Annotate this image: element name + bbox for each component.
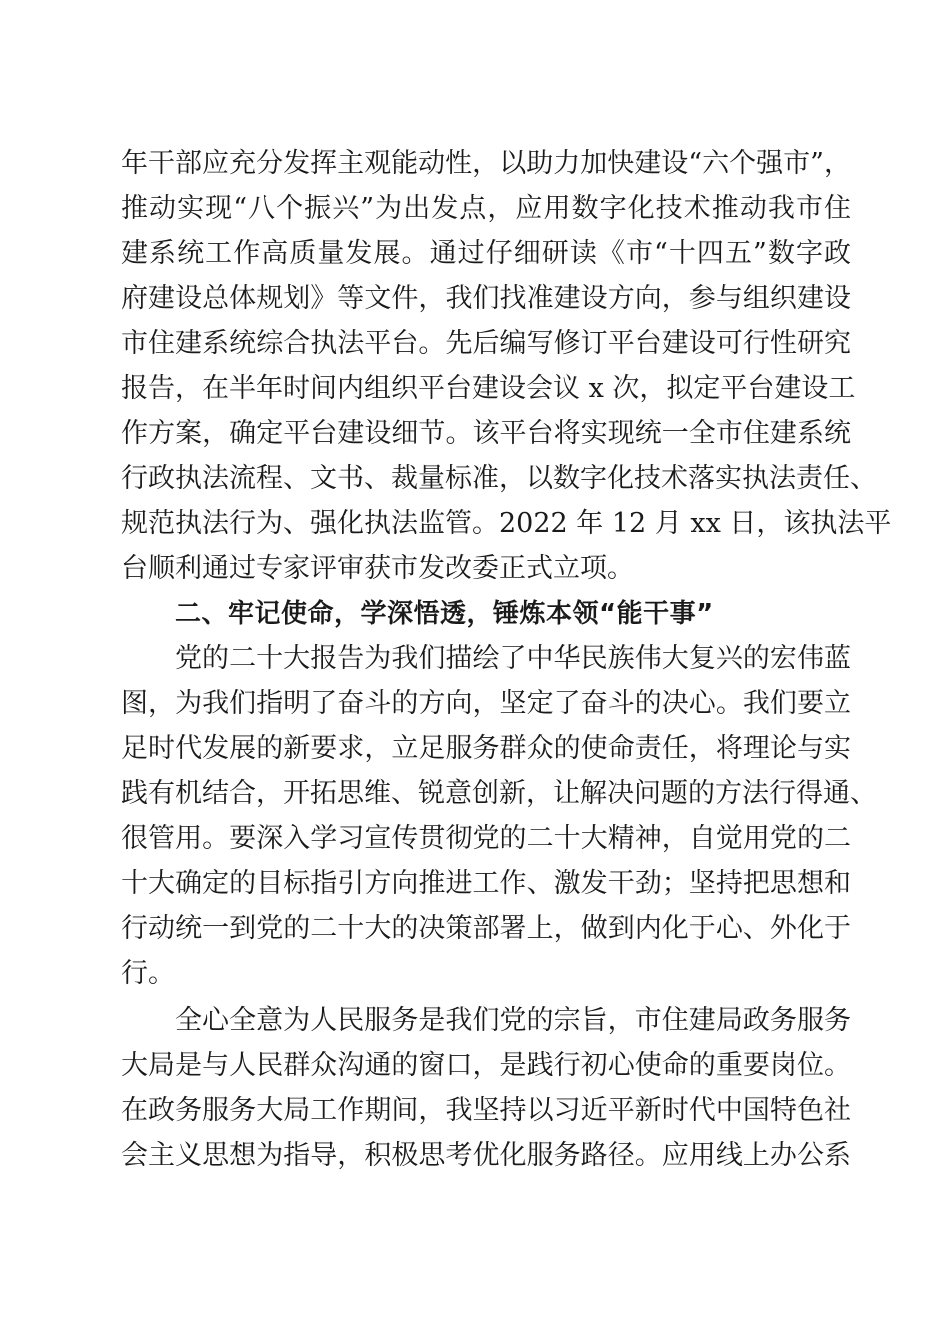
paragraph-2-line-2: 图，为我们指明了奋斗的方向，坚定了奋斗的决心。我们要立 <box>121 688 851 719</box>
paragraph-2-line-5: 很管用。要深入学习宣传贯彻党的二十大精神，自觉用党的二 <box>121 823 851 854</box>
paragraph-1-line-3: 建系统工作高质量发展。通过仔细研读《市“十四五”数字政 <box>121 238 851 269</box>
paragraph-2-line-4: 践有机结合，开拓思维、锐意创新，让解决问题的方法行得通、 <box>121 778 877 809</box>
paragraph-1-line-1: 年干部应充分发挥主观能动性，以助力加快建设“六个强市”， <box>121 148 851 179</box>
paragraph-2-line-8: 行。 <box>121 958 175 989</box>
paragraph-3-line-1: 全心全意为人民服务是我们党的宗旨，市住建局政务服务 <box>175 1005 851 1036</box>
paragraph-3-line-4: 会主义思想为指导，积极思考优化服务路径。应用线上办公系 <box>121 1140 851 1171</box>
paragraph-1-line-2: 推动实现“八个振兴”为出发点，应用数字化技术推动我市住 <box>121 193 851 224</box>
paragraph-2-line-6: 十大确定的目标指引方向推进工作、激发干劲；坚持把思想和 <box>121 868 851 899</box>
paragraph-1-line-5: 市住建系统综合执法平台。先后编写修订平台建设可行性研究 <box>121 328 851 359</box>
paragraph-3-line-2: 大局是与人民群众沟通的窗口，是践行初心使命的重要岗位。 <box>121 1050 851 1081</box>
paragraph-1-line-6: 报告，在半年时间内组织平台建设会议 x 次，拟定平台建设工 <box>121 373 856 404</box>
paragraph-2-line-1: 党的二十大报告为我们描绘了中华民族伟大复兴的宏伟蓝 <box>175 643 851 674</box>
paragraph-1-line-8: 行政执法流程、文书、裁量标准，以数字化技术落实执法责任、 <box>121 463 877 494</box>
paragraph-1-line-9: 规范执法行为、强化执法监管。2022 年 12 月 xx 日，该执法平 <box>121 508 892 539</box>
paragraph-1-line-10: 台顺利通过专家评审获市发改委正式立项。 <box>121 553 634 584</box>
paragraph-2-line-7: 行动统一到党的二十大的决策部署上，做到内化于心、外化于 <box>121 913 851 944</box>
paragraph-1-line-4: 府建设总体规划》等文件，我们找准建设方向，参与组织建设 <box>121 283 851 314</box>
paragraph-2-line-3: 足时代发展的新要求，立足服务群众的使命责任，将理论与实 <box>121 733 851 764</box>
paragraph-1-line-7: 作方案，确定平台建设细节。该平台将实现统一全市住建系统 <box>121 418 851 449</box>
paragraph-3-line-3: 在政务服务大局工作期间，我坚持以习近平新时代中国特色社 <box>121 1095 851 1126</box>
section-heading: 二、牢记使命，学深悟透，锤炼本领“能干事” <box>175 599 714 629</box>
